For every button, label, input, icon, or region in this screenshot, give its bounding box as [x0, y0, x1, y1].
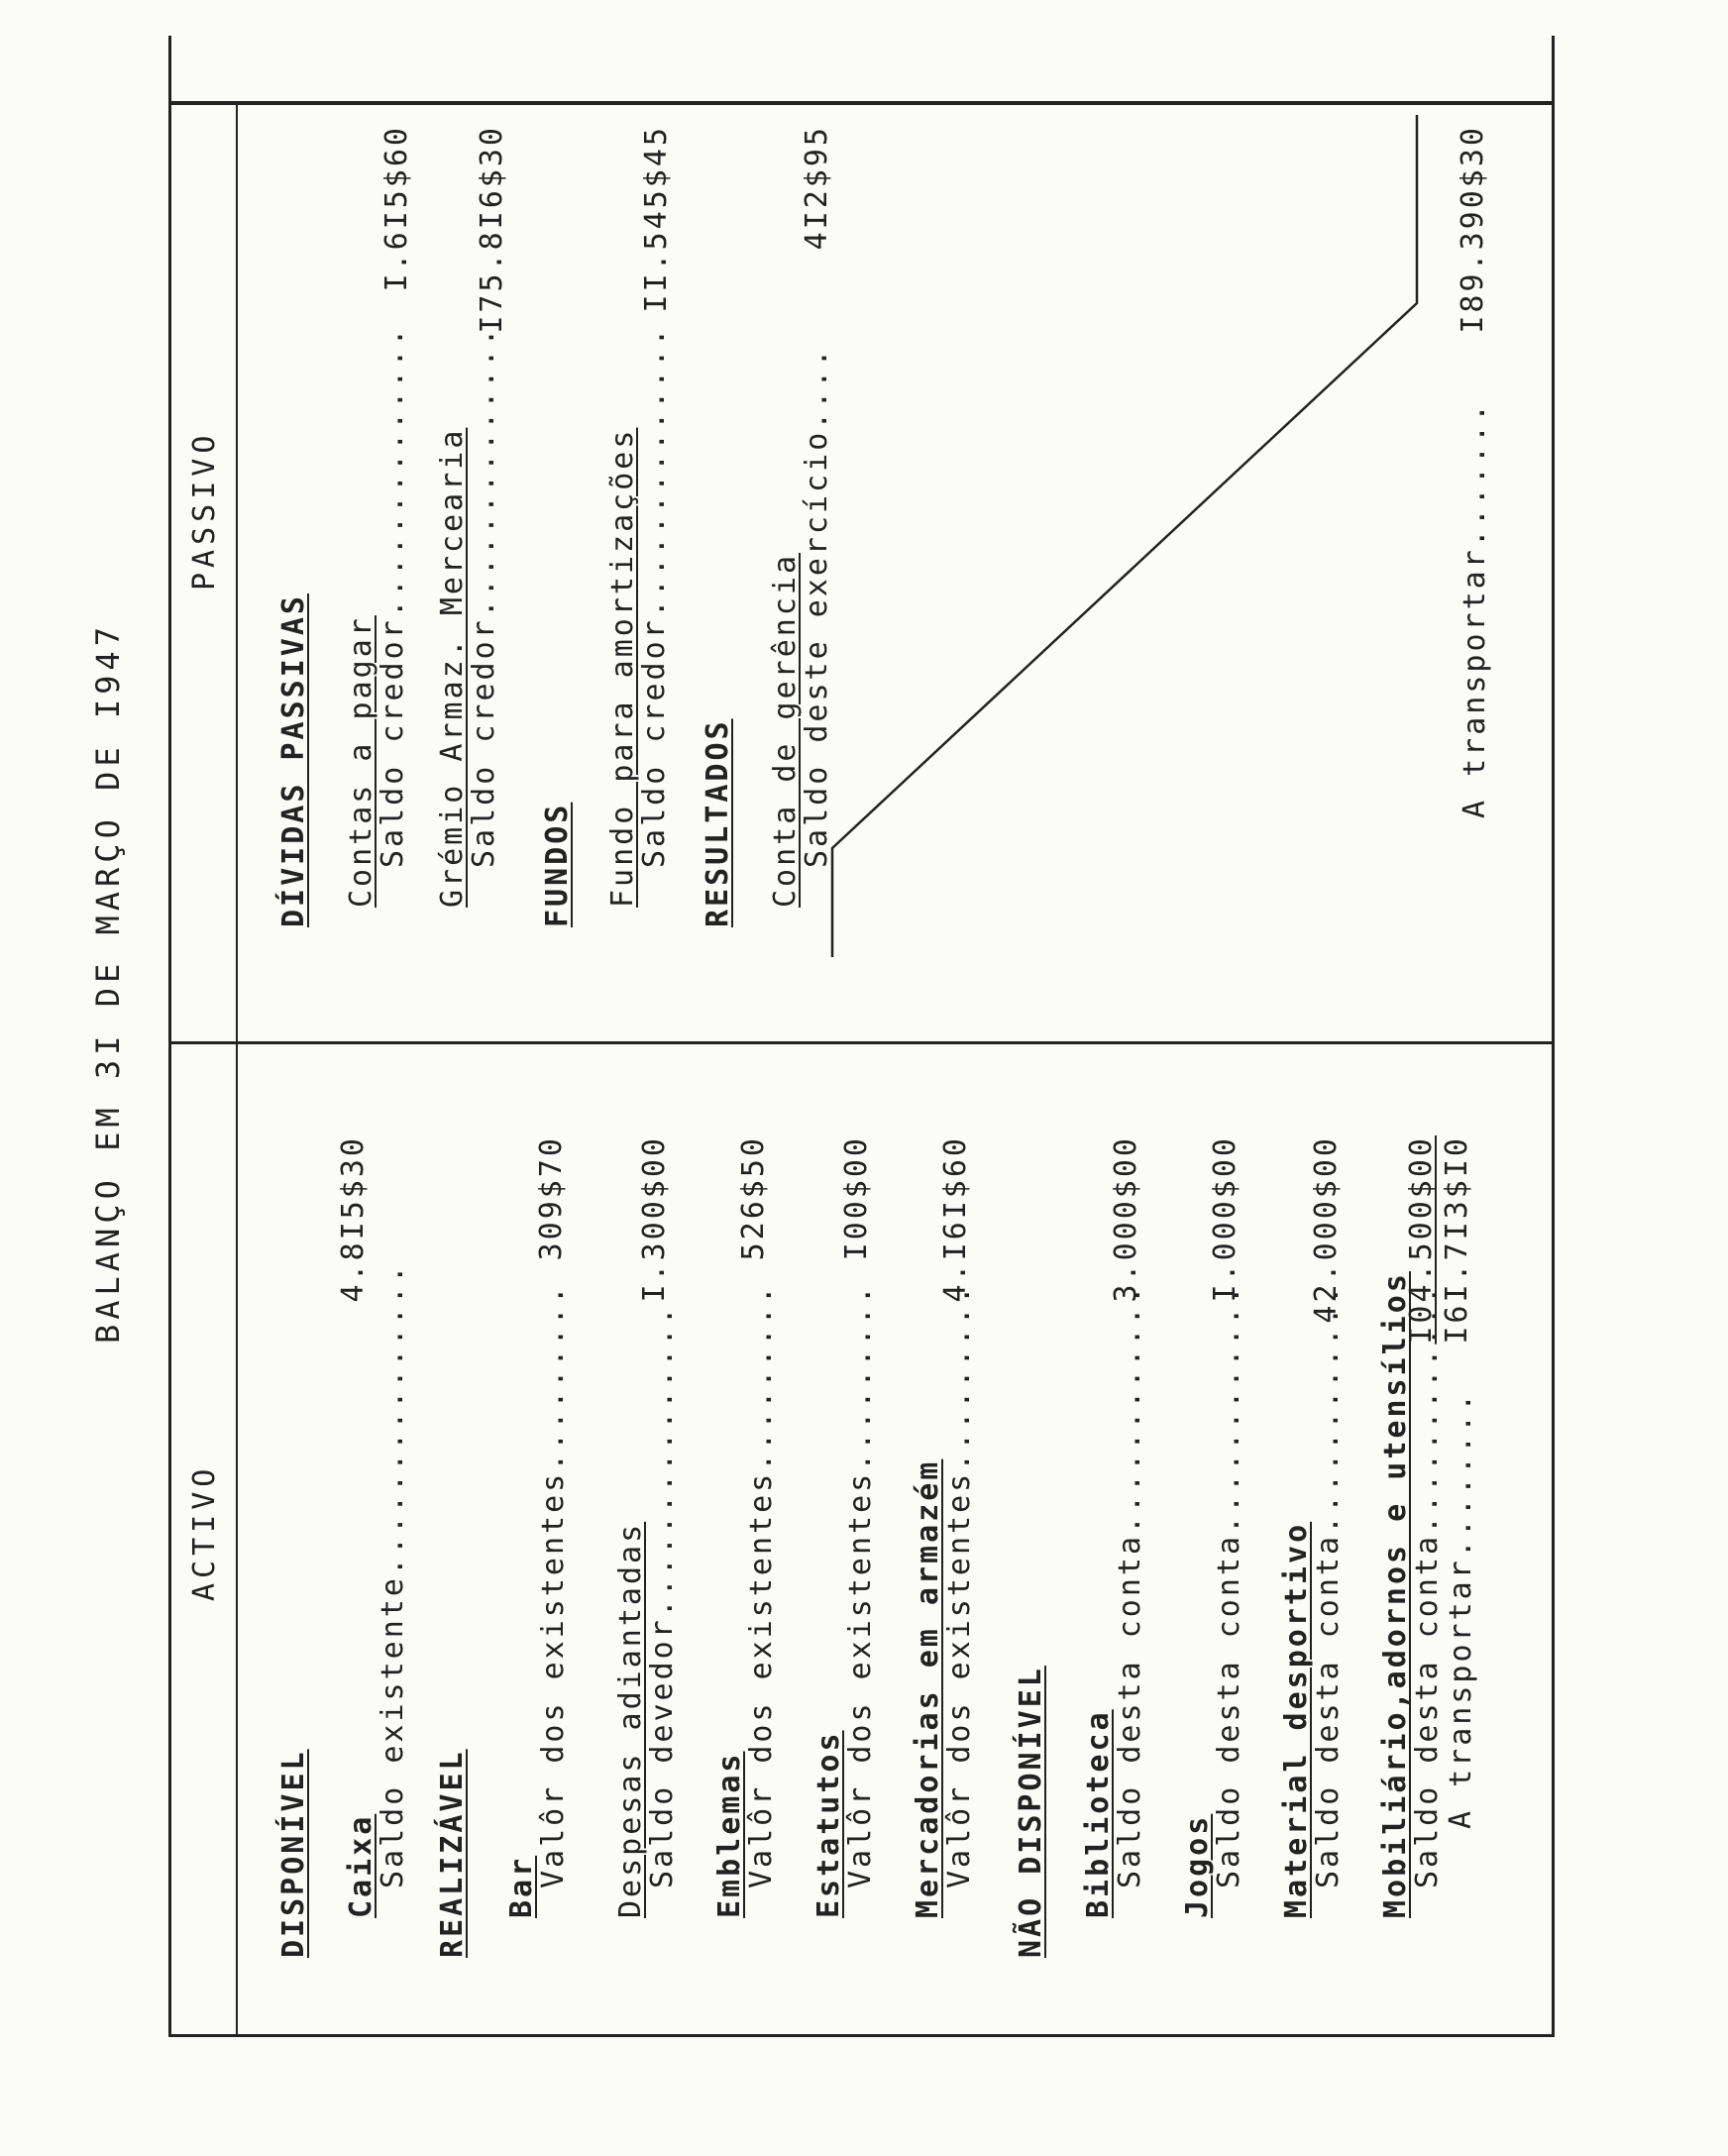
activo-item-name: Mobiliário,adornos e utensílios [1378, 1271, 1413, 1918]
activo-item-line: Saldo existente............... [376, 1262, 410, 1888]
passivo-item-value: 4I2$95 [800, 125, 834, 251]
activo-item-name: Material desportivo [1279, 1521, 1314, 1918]
section-resultados: RESULTADOS [701, 718, 735, 927]
activo-item-value: 309$70 [534, 1135, 569, 1261]
activo-item-name: Mercadorias em armazém [911, 1458, 945, 1918]
passivo-item-line: Saldo credor.............. [376, 325, 410, 868]
activo-item-name: Biblioteca [1081, 1709, 1116, 1918]
activo-item-value: 526$50 [736, 1135, 771, 1261]
section-disponivel: DISPONÍVEL [276, 1749, 311, 1958]
passivo-item-name: Contas a pagar [344, 615, 378, 908]
passivo-item-value: II.545$45 [639, 125, 674, 313]
activo-item-value: 4.I6I$60 [938, 1135, 973, 1303]
passivo-item-name: Conta de gerência [768, 552, 803, 908]
section-nao-disponivel: NÃO DISPONÍVEL [1014, 1666, 1048, 1958]
activo-heading: ACTIVO [187, 1463, 222, 1601]
passivo-item-line: Saldo credor.............. [637, 325, 672, 868]
section-dividas-passivas: DÍVIDAS PASSIVAS [276, 593, 311, 927]
activo-item-name: Caixa [344, 1813, 378, 1918]
activo-item-name: Bar [504, 1855, 539, 1918]
activo-item-line: Valôr dos existentes......... [942, 1283, 977, 1888]
passivo-item-name: Fundo para amortizações [605, 427, 640, 908]
passivo-item-value: I75.8I6$30 [475, 125, 509, 334]
activo-item-value: 42.000$00 [1309, 1135, 1344, 1324]
activo-transport-value: I6I.7I3$I0 [1440, 1135, 1474, 1345]
activo-item-value: 3.000$00 [1109, 1135, 1143, 1303]
activo-item-line: Valôr dos existentes......... [744, 1283, 779, 1888]
activo-item-name: Despesas adiantadas [613, 1521, 648, 1918]
passivo-transport-value: I89.390$30 [1456, 125, 1490, 334]
section-realizavel: REALIZÁVEL [435, 1749, 470, 1958]
activo-item-line: Saldo devedor............... [645, 1304, 680, 1888]
passivo-item-line: Saldo credor.............. [467, 325, 501, 868]
passivo-item-value: I.6I5$60 [379, 125, 414, 292]
activo-item-value: I00$00 [839, 1135, 874, 1261]
passivo-transport-label: A transportar....... [1458, 400, 1492, 818]
activo-item-line: Saldo desta conta............ [1113, 1283, 1147, 1888]
section-fundos: FUNDOS [540, 802, 575, 927]
activo-item-name: Emblemas [712, 1751, 747, 1918]
activo-item-value: I.300$00 [637, 1135, 672, 1303]
activo-item-value: I04.500$00 [1404, 1135, 1439, 1345]
activo-item-line: Saldo desta conta............ [1212, 1283, 1246, 1888]
passivo-item-line: Saldo deste exercício.... [800, 346, 834, 868]
activo-transport-label: A transportar........ [1444, 1390, 1478, 1829]
activo-item-name: Estatutos [811, 1730, 846, 1918]
passivo-heading: PASSIVO [187, 430, 222, 591]
activo-item-value: I.000$00 [1208, 1135, 1242, 1303]
activo-item-name: Jogos [1180, 1813, 1215, 1918]
activo-item-line: Saldo desta conta............ [1410, 1283, 1445, 1888]
document-title: BALANÇO EM 3I DE MARÇO DE I947 [89, 622, 127, 1344]
activo-item-line: Saldo desta conta............ [1311, 1283, 1346, 1888]
activo-item-line: Valôr dos existentes......... [536, 1283, 571, 1888]
activo-item-line: Valôr dos existentes......... [843, 1283, 878, 1888]
activo-item-value: 4.8I5$30 [336, 1135, 371, 1303]
passivo-item-name: Grémio Armaz. Mercearia [435, 427, 470, 908]
